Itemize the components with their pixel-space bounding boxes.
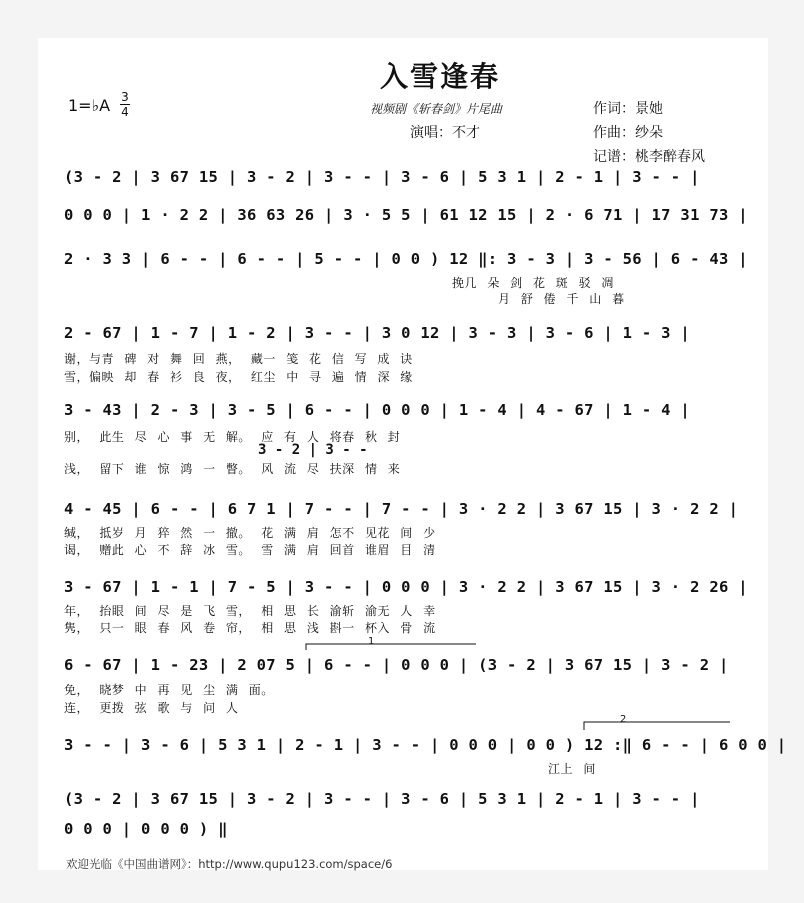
subtitle: 视频剧《斩春剑》片尾曲: [370, 102, 503, 116]
lyric-line-3a: 挽几 朵 剑 花 斑 驳 凋: [452, 276, 614, 290]
lyric-line-8b: 连， 更拨 弦 歌 与 问 人: [64, 701, 239, 715]
lyric-line-9a: 江上 间: [548, 762, 596, 776]
volta-1-bracket: [306, 644, 476, 650]
harmony-line-5: 3 - 2 | 3 - -: [258, 442, 368, 458]
time-signature-bottom: 4: [121, 105, 129, 119]
composer-credit: 作曲：纱朵: [593, 125, 663, 141]
footer-credit: 欢迎光临《中国曲谱网》：http://www.qupu123.com/space/6: [66, 857, 393, 871]
notation-marks: [38, 38, 768, 870]
volta-2-bracket: [584, 722, 730, 730]
score-line-10: (3 - 2 | 3 67 15 | 3 - 2 | 3 - - | 3 - 6 | 5 3 1 | 2 - 1 | 3 - - |: [64, 790, 700, 808]
score-line-8: 6 - 67 | 1 - 23 | 2 07 5 | 6 - - | 0 0 0 | (3 - 2 | 3 67 15 | 3 - 2 |: [64, 656, 729, 674]
score-line-7: 3 - 67 | 1 - 1 | 7 - 5 | 3 - - | 0 0 0 | 3 · 2 2 | 3 67 15 | 3 · 2 26 |: [64, 578, 748, 596]
lyric-line-5b: 浅， 留下 谁 惊 鸿 一 瞥。 风 流 尽 扶深 情 来: [64, 462, 401, 476]
lyric-line-4a: 谢，与青 碑 对 舞 回 燕， 藏一 笺 花 信 写 成 诀: [64, 352, 413, 366]
time-signature-top: 3: [121, 90, 129, 104]
score-line-11: 0 0 0 | 0 0 0 ) ‖: [64, 820, 228, 838]
lyric-line-8a: 免， 晓梦 中 再 见 尘 满 面。: [64, 683, 274, 697]
key-signature: 1=♭A: [68, 96, 111, 115]
lyric-line-7b: 隽， 只一 眼 春 风 卷 帘， 相 思 浅 斟一 杯入 骨 流: [64, 621, 436, 635]
score-line-4: 2 - 67 | 1 - 7 | 1 - 2 | 3 - - | 3 0 12 | 3 - 3 | 3 - 6 | 1 - 3 |: [64, 324, 691, 342]
score-line-3: 2 · 3 3 | 6 - - | 6 - - | 5 - - | 0 0 ) 12 ‖: 3 - 3 | 3 - 56 | 6 - 43 |: [64, 250, 748, 268]
score-line-2: 0 0 0 | 1 · 2 2 | 36 63 26 | 3 · 5 5 | 61 12 15 | 2 · 6 71 | 17 31 73 |: [64, 206, 748, 224]
volta-1-label: 1: [368, 636, 375, 647]
lyric-line-7a: 年， 抬眼 间 尽 是 飞 雪， 相 思 长 渝斩 渝无 人 幸: [64, 604, 436, 618]
lyricist-credit: 作词：景她: [593, 101, 663, 117]
transcriber-credit: 记谱：桃李醉春风: [593, 149, 705, 165]
singer-credit: 演唱：不才: [410, 125, 480, 141]
score-line-5: 3 - 43 | 2 - 3 | 3 - 5 | 6 - - | 0 0 0 | 1 - 4 | 4 - 67 | 1 - 4 |: [64, 401, 691, 419]
lyric-line-4b: 雪，偏映 却 春 衫 良 夜， 红尘 中 寻 遍 情 深 缘: [64, 370, 413, 384]
lyric-line-3b: 月 舒 倦 千 山 暮: [498, 292, 625, 306]
song-title: 入雪逢春: [380, 60, 501, 93]
lyric-line-6a: 缄， 抵岁 月 猝 然 一 撤。 花 满 肩 怎不 见花 间 少: [64, 526, 436, 540]
score-line-9: 3 - - | 3 - 6 | 5 3 1 | 2 - 1 | 3 - - | 0 0 0 | 0 0 ) 12 :‖ 6 - - | 6 0 0 |: [64, 736, 787, 754]
score-line-6: 4 - 45 | 6 - - | 6 7 1 | 7 - - | 7 - - | 3 · 2 2 | 3 67 15 | 3 · 2 2 |: [64, 500, 739, 518]
volta-2-label: 2: [620, 714, 627, 725]
lyric-line-6b: 谒， 赠此 心 不 辞 冰 雪。 雪 满 肩 回首 谁眉 目 清: [64, 543, 436, 557]
score-line-1: (3 - 2 | 3 67 15 | 3 - 2 | 3 - - | 3 - 6 | 5 3 1 | 2 - 1 | 3 - - |: [64, 168, 700, 186]
lyric-line-5a: 别， 此生 尽 心 事 无 解。 应 有 人 将春 秋 封: [64, 430, 401, 444]
score-page: [38, 38, 787, 871]
